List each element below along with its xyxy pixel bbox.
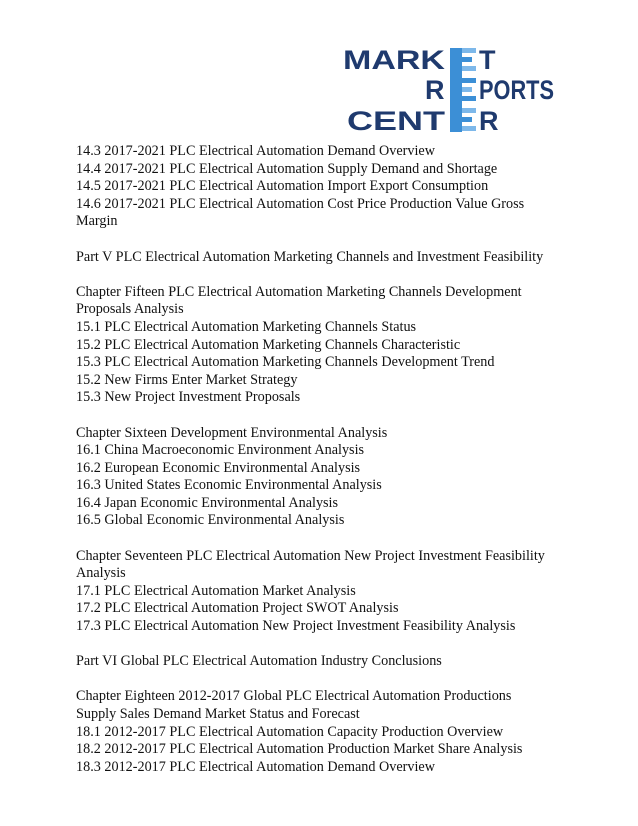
text-line: 17.2 PLC Electrical Automation Project SWOT Analysis bbox=[76, 600, 399, 617]
text-line: 14.5 2017-2021 PLC Electrical Automation Import Export Consumption bbox=[76, 178, 489, 195]
section-heading-line: Chapter Seventeen PLC Electrical Automation New Project Investment Feasibility bbox=[76, 547, 545, 564]
logo-text-mark: MARK bbox=[343, 45, 446, 75]
document-body bbox=[76, 143, 576, 776]
logo-e-stem bbox=[450, 48, 462, 132]
logo-e-bar bbox=[462, 48, 476, 53]
paragraph-spacer bbox=[76, 671, 576, 689]
text-line: 16.2 European Economic Environmental Analysis bbox=[76, 459, 361, 476]
section-heading-line: 14.3 2017-2021 PLC Electrical Automation Demand Overview bbox=[76, 143, 435, 159]
logo-e-bar bbox=[462, 57, 472, 62]
section-heading-line: Chapter Fifteen PLC Electrical Automation Marketing Channels Development bbox=[76, 283, 522, 300]
text-line: 15.2 PLC Electrical Automation Marketing Channels Characteristic bbox=[76, 336, 461, 353]
paragraph-spacer bbox=[76, 231, 576, 249]
text-line: 15.3 New Project Investment Proposals bbox=[76, 389, 301, 406]
market-reports-center-logo bbox=[343, 44, 555, 136]
text-line: 17.3 PLC Electrical Automation New Project Investment Feasibility Analysis bbox=[76, 618, 516, 635]
section-heading-line: Part VI Global PLC Electrical Automation Industry Conclusions bbox=[76, 653, 442, 670]
paragraph-spacer bbox=[76, 530, 576, 548]
paragraph-spacer bbox=[76, 266, 576, 284]
logo-text-ports: PORTS bbox=[479, 75, 554, 105]
logo-e-bar bbox=[462, 117, 472, 122]
text-line: 14.4 2017-2021 PLC Electrical Automation Supply Demand and Shortage bbox=[76, 160, 498, 177]
text-line: 16.1 China Macroeconomic Environment Analysis bbox=[76, 442, 365, 459]
text-line: 15.1 PLC Electrical Automation Marketing Channels Status bbox=[76, 318, 417, 335]
text-line: Supply Sales Demand Market Status and Forecast bbox=[76, 706, 360, 722]
section-heading-line: Chapter Eighteen 2012-2017 Global PLC Electrical Automation Productions bbox=[76, 688, 512, 705]
text-line: Analysis bbox=[76, 565, 126, 582]
section-heading-line: Chapter Sixteen Development Environmental Analysis bbox=[76, 424, 388, 441]
paragraph-spacer bbox=[76, 636, 576, 654]
logo-e-bar bbox=[462, 66, 476, 71]
text-line: 15.3 PLC Electrical Automation Marketing Channels Development Trend bbox=[76, 354, 495, 371]
logo-text-t: T bbox=[479, 45, 496, 75]
logo-e-bar bbox=[462, 78, 476, 83]
logo-e-bar bbox=[462, 126, 476, 131]
text-line: 17.1 PLC Electrical Automation Market Analysis bbox=[76, 582, 356, 599]
text-line: 18.2 2012-2017 PLC Electrical Automation Production Market Share Analysis bbox=[76, 741, 523, 758]
logo-e-bar bbox=[462, 108, 476, 113]
logo-text-r2: R bbox=[479, 106, 499, 136]
logo-graphic bbox=[343, 44, 555, 136]
text-line: 16.5 Global Economic Environmental Analysis bbox=[76, 512, 345, 529]
text-line: 14.6 2017-2021 PLC Electrical Automation Cost Price Production Value Gross bbox=[76, 195, 525, 212]
logo-text-cent: CENT bbox=[347, 106, 446, 136]
section-heading-line: Part V PLC Electrical Automation Marketing Channels and Investment Feasibility bbox=[76, 248, 544, 265]
text-line: 18.1 2012-2017 PLC Electrical Automation Capacity Production Overview bbox=[76, 723, 504, 740]
logo-text-r: R bbox=[425, 75, 445, 105]
logo-e-bar bbox=[462, 87, 472, 92]
text-line: 18.3 2012-2017 PLC Electrical Automation Demand Overview bbox=[76, 758, 435, 775]
logo-e-bar bbox=[462, 96, 476, 101]
text-line: 15.2 New Firms Enter Market Strategy bbox=[76, 371, 298, 388]
text-line: 16.3 United States Economic Environmental Analysis bbox=[76, 477, 382, 494]
text-line: Margin bbox=[76, 213, 118, 230]
paragraph-spacer bbox=[76, 407, 576, 425]
text-line: 16.4 Japan Economic Environmental Analysis bbox=[76, 494, 339, 511]
text-line: Proposals Analysis bbox=[76, 301, 184, 318]
